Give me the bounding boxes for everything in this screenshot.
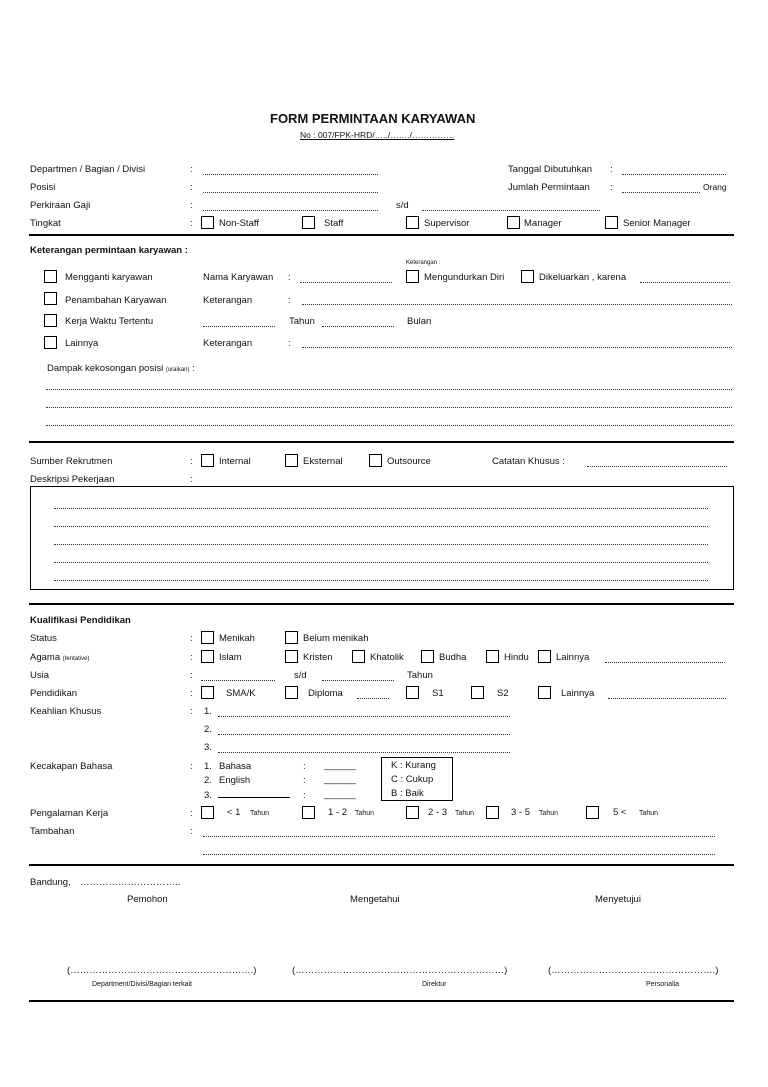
option-menikah: Menikah — [219, 633, 255, 644]
label-pengalaman: Pengalaman Kerja — [30, 808, 109, 819]
option-kerja-waktu-tertentu: Kerja Waktu Tertentu — [65, 316, 154, 327]
label-bahasa: Kecakapan Bahasa — [30, 761, 113, 772]
form-title: FORM PERMINTAAN KARYAWAN — [270, 111, 476, 126]
checkbox-outsource[interactable] — [369, 454, 382, 467]
divider — [29, 1000, 734, 1002]
field-keterangan-penambahan[interactable] — [302, 304, 732, 305]
label-orang: Orang — [703, 182, 727, 192]
field-bahasa-3-name[interactable] — [218, 797, 290, 798]
option-supervisor: Supervisor — [424, 218, 470, 229]
field-keahlian-3[interactable] — [218, 752, 510, 753]
checkbox-diploma[interactable] — [285, 686, 298, 699]
checkbox-dikeluarkan[interactable] — [521, 270, 534, 283]
checkbox-eksternal[interactable] — [285, 454, 298, 467]
field-usia-from[interactable] — [201, 680, 275, 681]
checkbox-smak[interactable] — [201, 686, 214, 699]
legend-item: B : Baik — [391, 788, 424, 799]
colon: : — [190, 688, 193, 699]
field-dampak-line[interactable] — [46, 407, 732, 408]
label-pendidikan: Pendidikan — [30, 688, 78, 699]
colon: : — [610, 164, 613, 175]
divider — [29, 441, 734, 443]
option-staff: Staff — [324, 218, 344, 229]
colon: : — [190, 218, 193, 229]
option-non-staff: Non-Staff — [219, 218, 259, 229]
label-posisi: Posisi — [30, 182, 56, 193]
option-exp: 1 - 2 — [328, 807, 348, 818]
checkbox-budha[interactable] — [421, 650, 434, 663]
option-senior-manager: Senior Manager — [623, 218, 691, 229]
bahasa-num: 2. — [204, 775, 212, 786]
field-diploma[interactable] — [357, 698, 389, 699]
colon: : — [190, 706, 193, 717]
field-deskripsi-line[interactable] — [54, 562, 708, 563]
colon: : — [303, 775, 306, 786]
option-internal: Internal — [219, 456, 251, 467]
checkbox-penambahan[interactable] — [44, 292, 57, 305]
legend-item: K : Kurang — [391, 760, 436, 771]
checkbox-s2[interactable] — [471, 686, 484, 699]
field-bandung-date[interactable]: ………………………….. — [80, 877, 181, 888]
label-sumber: Sumber Rekrutmen — [30, 456, 113, 467]
label-personalia: Personalia — [646, 981, 680, 988]
checkbox-manager[interactable] — [507, 216, 520, 229]
label-nama-karyawan: Nama Karyawan — [203, 272, 274, 283]
checkbox-kerja-waktu-tertentu[interactable] — [44, 314, 57, 327]
field-deskripsi-line[interactable] — [54, 526, 708, 527]
field-gaji-to[interactable] — [422, 210, 600, 211]
divider — [29, 864, 734, 866]
checkbox-lainnya[interactable] — [44, 336, 57, 349]
option-mengganti: Mengganti karyawan — [65, 272, 153, 283]
checkbox-menikah[interactable] — [201, 631, 214, 644]
label-direktur: Direktur — [422, 981, 447, 988]
label-tambahan: Tambahan — [30, 826, 75, 837]
bahasa-item: Bahasa — [219, 761, 252, 772]
field-gaji-from[interactable] — [203, 210, 378, 211]
option-diploma: Diploma — [308, 688, 343, 699]
label-catatan: Catatan Khusus : — [492, 456, 565, 467]
option-budha: Budha — [439, 652, 467, 663]
option-islam: Islam — [219, 652, 242, 663]
option-lainnya-agama: Lainnya — [556, 652, 590, 663]
option-exp: 5 < — [613, 807, 627, 818]
checkbox-hindu[interactable] — [486, 650, 499, 663]
colon: : — [288, 338, 291, 349]
colon: : — [190, 633, 193, 644]
tahun-small: Tahun — [639, 810, 659, 817]
keterangan-note: Keterangan : — [406, 260, 441, 266]
option-eksternal: Eksternal — [303, 456, 343, 467]
colon: : — [190, 808, 193, 819]
field-kwt-1[interactable] — [203, 326, 275, 327]
field-keahlian-1[interactable] — [218, 716, 510, 717]
option-outsource: Outsource — [387, 456, 431, 467]
checkbox-exp-1-2[interactable] — [302, 806, 315, 819]
colon: : — [190, 200, 193, 211]
label-status: Status — [30, 633, 57, 644]
field-tanggal[interactable] — [622, 174, 726, 175]
checkbox-lainnya-pendidikan[interactable] — [538, 686, 551, 699]
colon: : — [190, 761, 193, 772]
field-catatan[interactable] — [587, 466, 727, 467]
label-mengetahui: Mengetahui — [350, 894, 400, 905]
form-number: No : 007/FPK-HRD/…../……./…………… — [300, 130, 455, 140]
checkbox-khatolik[interactable] — [352, 650, 365, 663]
option-s1: S1 — [432, 688, 444, 699]
checkbox-islam[interactable] — [201, 650, 214, 663]
bahasa-item: English — [219, 775, 251, 786]
divider — [29, 234, 734, 236]
checkbox-s1[interactable] — [406, 686, 419, 699]
label-sd: s/d — [396, 200, 409, 211]
keahlian-num: 3. — [204, 742, 212, 753]
field-departemen[interactable] — [203, 174, 378, 175]
checkbox-supervisor[interactable] — [406, 216, 419, 229]
checkbox-exp-gt5[interactable] — [586, 806, 599, 819]
label-tahun: Tahun — [407, 670, 433, 681]
option-exp: 2 - 3 — [428, 807, 448, 818]
option-manager: Manager — [524, 218, 562, 229]
colon: : — [190, 826, 193, 837]
option-mengundurkan-diri: Mengundurkan Diri — [424, 272, 505, 283]
tahun-small: Tahun — [355, 810, 375, 817]
label-gaji: Perkiraan Gaji — [30, 200, 91, 211]
legend-item: C : Cukup — [391, 774, 434, 785]
checkbox-mengundurkan-diri[interactable] — [406, 270, 419, 283]
keahlian-num: 1. — [204, 706, 212, 717]
signature-mengetahui[interactable]: (…………………………………………………………) — [292, 965, 508, 976]
field-bahasa-1[interactable]: ______ — [324, 760, 356, 771]
field-bahasa-3[interactable]: ______ — [324, 789, 356, 800]
signature-menyetujui[interactable]: (…………………………………………….) — [548, 965, 719, 976]
colon: : — [190, 164, 193, 175]
label-departemen: Departmen / Bagian / Divisi — [30, 164, 146, 175]
label-tingkat: Tingkat — [30, 218, 61, 229]
colon: : — [288, 272, 291, 283]
option-s2: S2 — [497, 688, 509, 699]
tahun-small: Tahun — [250, 810, 270, 817]
label-jumlah: Jumlah Permintaan — [508, 182, 590, 193]
field-keterangan-lainnya[interactable] — [302, 347, 732, 348]
colon: : — [610, 182, 613, 193]
field-deskripsi-line[interactable] — [54, 544, 708, 545]
field-nama-karyawan[interactable] — [300, 282, 392, 283]
section-keterangan: Keterangan permintaan karyawan : — [30, 245, 188, 256]
field-kwt-tahun[interactable] — [322, 326, 394, 327]
field-pendidikan-lainnya[interactable] — [608, 698, 726, 699]
label-deskripsi: Deskripsi Pekerjaan — [30, 474, 115, 485]
label-keterangan: Keterangan — [203, 338, 253, 349]
colon: : — [190, 652, 193, 663]
field-jumlah[interactable] — [622, 192, 700, 193]
label-department-terkait: Department/Divisi/Bagian terkait — [92, 981, 192, 988]
label-keahlian: Keahlian Khusus — [30, 706, 102, 717]
checkbox-staff[interactable] — [302, 216, 315, 229]
label-keterangan: Keterangan — [203, 295, 253, 306]
checkbox-non-staff[interactable] — [201, 216, 214, 229]
signature-pemohon[interactable]: (………………………………………………….) — [67, 965, 257, 976]
option-lainnya: Lainnya — [65, 338, 99, 349]
field-deskripsi-line[interactable] — [54, 580, 708, 581]
option-belum-menikah: Belum menikah — [303, 633, 369, 644]
label-tanggal: Tanggal Dibutuhkan — [508, 164, 592, 175]
field-tambahan-line[interactable] — [203, 854, 715, 855]
option-dikeluarkan: Dikeluarkan , karena — [539, 272, 627, 283]
option-exp: 3 - 5 — [511, 807, 531, 818]
option-smak: SMA/K — [226, 688, 256, 699]
keahlian-num: 2. — [204, 724, 212, 735]
checkbox-belum-menikah[interactable] — [285, 631, 298, 644]
field-posisi[interactable] — [203, 192, 378, 193]
option-kristen: Kristen — [303, 652, 333, 663]
colon: : — [303, 761, 306, 772]
deskripsi-box[interactable] — [30, 486, 734, 590]
label-bulan: Bulan — [407, 316, 432, 327]
colon: : — [190, 474, 193, 485]
divider — [29, 603, 734, 605]
checkbox-mengganti[interactable] — [44, 270, 57, 283]
colon: : — [190, 670, 193, 681]
colon: : — [190, 456, 193, 467]
option-exp: < 1 — [227, 807, 241, 818]
label-usia: Usia — [30, 670, 50, 681]
bahasa-num: 3. — [204, 790, 212, 801]
field-deskripsi-line[interactable] — [54, 508, 708, 509]
bahasa-num: 1. — [204, 761, 212, 772]
option-khatolik: Khatolik — [370, 652, 404, 663]
tahun-small: Tahun — [539, 810, 559, 817]
label-dampak: Dampak kekosongan posisi (uraikan) : — [47, 363, 195, 374]
field-tambahan-line[interactable] — [203, 836, 715, 837]
checkbox-lainnya-agama[interactable] — [538, 650, 551, 663]
colon: : — [303, 790, 306, 801]
field-agama-lainnya[interactable] — [605, 662, 725, 663]
label-pemohon: Pemohon — [127, 894, 168, 905]
field-keahlian-2[interactable] — [218, 734, 510, 735]
checkbox-kristen[interactable] — [285, 650, 298, 663]
field-dikeluarkan[interactable] — [640, 282, 730, 283]
checkbox-exp-2-3[interactable] — [406, 806, 419, 819]
colon: : — [190, 182, 193, 193]
label-menyetujui: Menyetujui — [595, 894, 641, 905]
option-lainnya-pendidikan: Lainnya — [561, 688, 595, 699]
section-kualifikasi: Kualifikasi Pendidikan — [30, 615, 131, 626]
checkbox-exp-3-5[interactable] — [486, 806, 499, 819]
colon: : — [288, 295, 291, 306]
label-bandung: Bandung, — [30, 877, 71, 888]
field-usia-to[interactable] — [322, 680, 394, 681]
field-dampak-line[interactable] — [46, 389, 732, 390]
tahun-small: Tahun — [455, 810, 475, 817]
option-penambahan: Penambahan Karyawan — [65, 295, 167, 306]
checkbox-internal[interactable] — [201, 454, 214, 467]
field-dampak-line[interactable] — [46, 425, 732, 426]
label-tahun: Tahun — [289, 316, 315, 327]
checkbox-senior-manager[interactable] — [605, 216, 618, 229]
field-bahasa-2[interactable]: ______ — [324, 774, 356, 785]
checkbox-exp-lt1[interactable] — [201, 806, 214, 819]
option-hindu: Hindu — [504, 652, 529, 663]
label-sd: s/d — [294, 670, 307, 681]
label-agama: Agama (tentative) — [30, 652, 90, 663]
